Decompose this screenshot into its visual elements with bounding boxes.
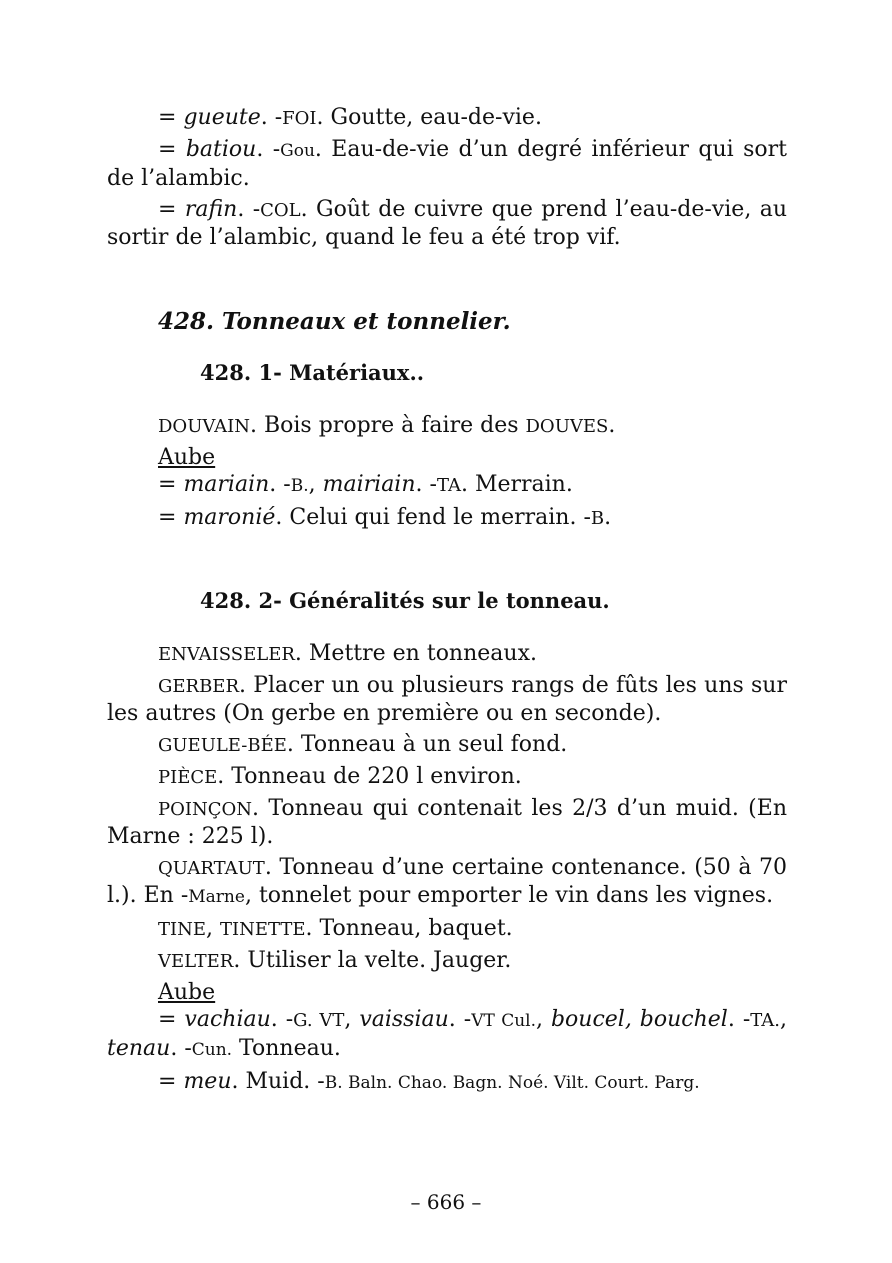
entry-velter: VELTER. Utiliser la velte. Jauger. [158,948,512,973]
term: gueute [183,105,261,130]
entry-vachiau: = vachiau. -G. VT, vaissiau. -VT Cul., boucel, bouchel. -TA., tenau. -Cun. Tonneau. [107,1007,788,1061]
entry-rafin: = rafin. -COL. Goût de cuivre que prend l’eau-de-vie, au sortir de l’alambic, quand le feu a été trop vif. [107,197,787,250]
entry-envaisseler: ENVAISSELER. Mettre en tonneaux. [158,641,537,666]
page-body [107,104,787,1101]
entry-mariain: = mariain. -B., mairiain. -TA. Merrain. [158,472,573,497]
subsection-heading-generalites: 428. 2- Généralités sur le tonneau. [200,588,610,613]
entry-tine: TINE, TINETTE. Tonneau, baquet. [158,916,513,941]
subsection-heading-materiaux: 428. 1- Matériaux.. [200,360,425,385]
entry-douvain: DOUVAIN. Bois propre à faire des DOUVES. [158,413,616,438]
entry-piece: PIÈCE. Tonneau de 220 l environ. [158,764,522,789]
entry-poincon: POINÇON. Tonneau qui contenait les 2/3 d’un muid. (En Marne : 225 l). [107,796,787,849]
headword: DOUVAIN [158,416,250,437]
entry-quartaut: QUARTAUT. Tonneau d’une certaine contenance. (50 à 70 l.). En -Marne, tonnelet pour emporter le vin dans les vignes. [107,855,787,908]
locality-abbrev: Gou [280,141,315,161]
locality-abbrev: FOI [282,108,317,129]
term: batiou [185,137,257,162]
entry-batiou: = batiou. -Gou. Eau-de-vie d’un degré inférieur qui sort de l’alambic. [107,137,787,191]
entry-gueule-bee: GUEULE-BÉE. Tonneau à un seul fond. [158,732,568,757]
locality-abbrev: COL [260,200,301,221]
region-label-aube: Aube [158,980,216,1005]
term: rafin [184,197,238,222]
entry-meu: = meu. Muid. -B. Baln. Chao. Bagn. Noé. Vilt. Court. Parg. [158,1069,700,1094]
entry-maronie: = maronié. Celui qui fend le merrain. -B. [158,505,612,530]
entry-gerber: GERBER. Placer un ou plusieurs rangs de fûts les uns sur les autres (On gerbe en première ou en seconde). [107,673,787,726]
page-number: – 666 – [410,1190,482,1214]
section-heading: 428. Tonneaux et tonnelier. [158,308,511,335]
entry-gueute: = gueute. -FOI. Goutte, eau-de-vie. [158,105,542,130]
region-label-aube: Aube [158,445,216,470]
